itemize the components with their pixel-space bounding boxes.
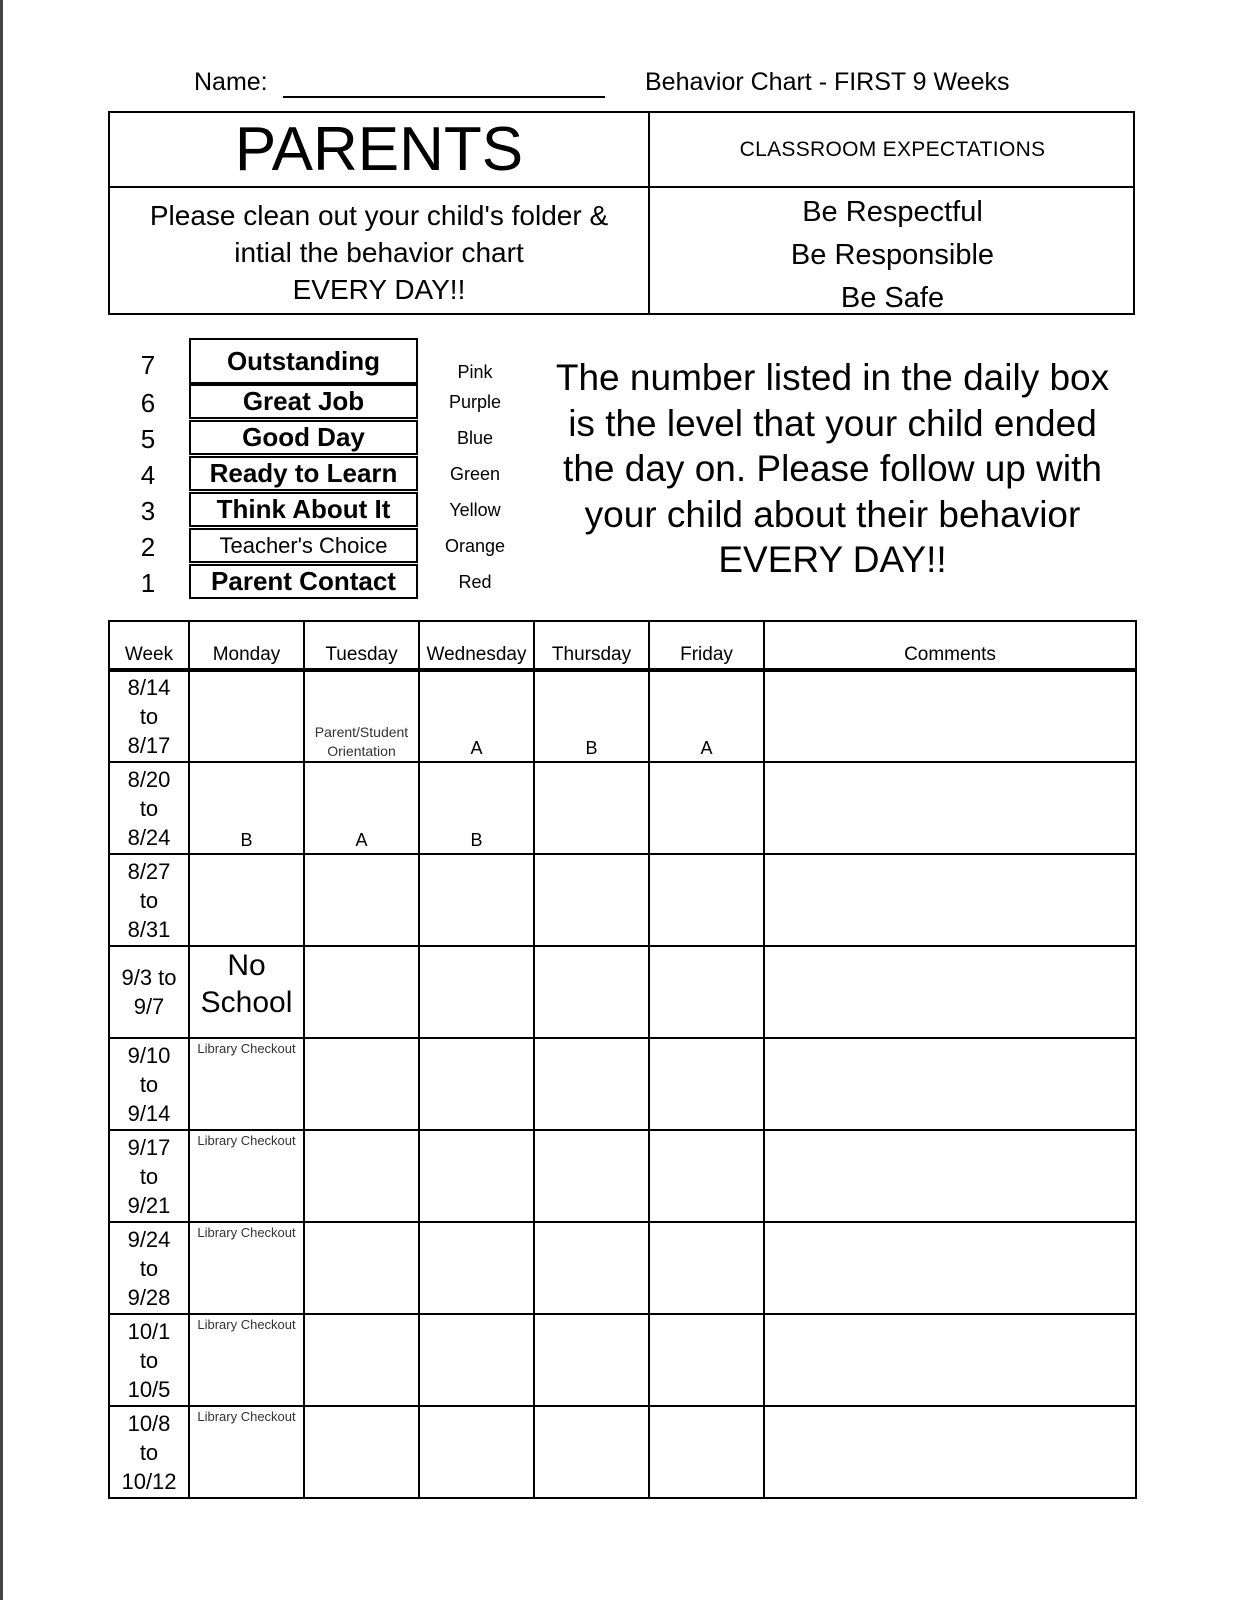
header-week: Week xyxy=(109,621,189,670)
library-note: Library Checkout xyxy=(197,1409,296,1424)
day-cell[interactable] xyxy=(534,1130,649,1222)
day-cell[interactable] xyxy=(649,1038,764,1130)
header-comments: Comments xyxy=(764,621,1136,670)
day-cell[interactable] xyxy=(304,1314,419,1406)
day-cell[interactable] xyxy=(534,1038,649,1130)
comments-cell[interactable] xyxy=(764,946,1136,1038)
day-cell[interactable] xyxy=(649,1222,764,1314)
day-cell[interactable] xyxy=(419,946,534,1038)
day-cell[interactable] xyxy=(304,946,419,1038)
library-note: Library Checkout xyxy=(197,1041,296,1056)
header-wednesday: Wednesday xyxy=(419,621,534,670)
day-cell[interactable] xyxy=(649,854,764,946)
week-line: 8/24 xyxy=(127,824,171,850)
day-cell[interactable] xyxy=(304,1038,419,1130)
level-number: 3 xyxy=(140,496,156,526)
day-cell[interactable] xyxy=(534,946,649,1038)
day-cell[interactable] xyxy=(304,1406,419,1498)
week-line: 9/17 xyxy=(127,1134,171,1160)
day-cell[interactable] xyxy=(419,1222,534,1314)
behavior-mark: A xyxy=(470,738,483,758)
day-cell[interactable] xyxy=(189,1406,304,1498)
week-line: 10/12 xyxy=(121,1468,177,1494)
parent-notice xyxy=(525,355,1140,583)
week-line: to xyxy=(139,887,159,913)
week-line: 10/1 xyxy=(127,1318,171,1344)
level-row xyxy=(120,420,540,455)
week-cell xyxy=(109,1406,189,1498)
day-cell[interactable] xyxy=(419,1314,534,1406)
name-field-line[interactable] xyxy=(283,96,605,98)
level-name: Outstanding xyxy=(189,338,418,384)
level-name: Good Day xyxy=(189,420,418,455)
day-cell[interactable] xyxy=(189,670,304,762)
day-cell[interactable] xyxy=(304,1130,419,1222)
day-cell[interactable] xyxy=(649,1406,764,1498)
level-name: Teacher's Choice xyxy=(189,528,418,563)
week-line: 9/10 xyxy=(127,1042,171,1068)
page-edge xyxy=(0,0,3,1600)
week-line: to xyxy=(139,795,159,821)
cell-note: Orientation xyxy=(327,743,396,759)
library-note: Library Checkout xyxy=(197,1225,296,1240)
week-line: to xyxy=(139,704,159,729)
parents-instructions xyxy=(110,188,648,313)
day-cell[interactable] xyxy=(534,1222,649,1314)
notice-line: the day on. Please follow up with xyxy=(563,448,1102,489)
comments-cell[interactable] xyxy=(764,762,1136,854)
day-cell[interactable] xyxy=(189,1222,304,1314)
day-cell[interactable] xyxy=(189,1130,304,1222)
week-line: to xyxy=(139,1439,159,1465)
expectation-item: Be Safe xyxy=(840,282,945,314)
day-cell[interactable] xyxy=(649,946,764,1038)
level-name: Think About It xyxy=(189,492,418,527)
level-number: 6 xyxy=(140,388,156,418)
no-school-line: No xyxy=(227,949,266,982)
day-cell[interactable] xyxy=(419,762,534,854)
week-line: to xyxy=(139,1347,159,1373)
header-tuesday: Tuesday xyxy=(304,621,419,670)
week-line: 9/3 to xyxy=(121,965,177,990)
expectation-item: Be Responsible xyxy=(790,239,995,271)
day-cell[interactable] xyxy=(419,1038,534,1130)
day-cell[interactable] xyxy=(304,854,419,946)
day-cell[interactable] xyxy=(304,762,419,854)
week-line: 9/24 xyxy=(127,1226,171,1252)
day-cell[interactable] xyxy=(419,1130,534,1222)
level-number: 5 xyxy=(140,424,156,454)
day-cell[interactable] xyxy=(189,1314,304,1406)
notice-line: your child about their behavior xyxy=(584,493,1081,535)
week-cell xyxy=(109,1314,189,1406)
level-number: 2 xyxy=(140,532,156,562)
day-cell[interactable] xyxy=(649,1314,764,1406)
info-box xyxy=(108,111,1135,315)
parents-line: EVERY DAY!! xyxy=(292,274,466,305)
library-note: Library Checkout xyxy=(197,1133,296,1148)
day-cell[interactable] xyxy=(189,946,304,1038)
table-row xyxy=(109,1314,1136,1406)
table-row xyxy=(109,854,1136,946)
week-line: 8/31 xyxy=(127,916,171,942)
header-thursday: Thursday xyxy=(534,621,649,670)
comments-cell[interactable] xyxy=(764,1130,1136,1222)
week-line: to xyxy=(139,1163,159,1189)
table-row xyxy=(109,1406,1136,1498)
day-cell[interactable] xyxy=(304,670,419,762)
behavior-mark: B xyxy=(240,830,253,850)
level-name: Ready to Learn xyxy=(189,456,418,491)
day-cell[interactable] xyxy=(419,1406,534,1498)
header-monday: Monday xyxy=(189,621,304,670)
behavior-mark: B xyxy=(585,738,598,758)
day-cell[interactable] xyxy=(534,1406,649,1498)
level-row xyxy=(120,456,540,491)
level-number: 7 xyxy=(140,350,156,380)
table-header-row xyxy=(109,621,1136,670)
day-cell[interactable] xyxy=(534,670,649,762)
cell-note: Parent/Student xyxy=(314,724,409,740)
notice-line: The number listed in the daily box xyxy=(555,357,1110,398)
day-cell[interactable] xyxy=(649,670,764,762)
expectations-heading: CLASSROOM EXPECTATIONS xyxy=(739,137,1046,161)
level-color: Purple xyxy=(448,392,502,412)
level-color: Blue xyxy=(456,428,494,448)
level-name: Parent Contact xyxy=(189,564,418,599)
week-cell xyxy=(109,1222,189,1314)
week-line: 8/14 xyxy=(127,675,171,700)
day-cell[interactable] xyxy=(189,854,304,946)
week-line: 10/8 xyxy=(127,1410,171,1436)
comments-cell[interactable] xyxy=(764,1038,1136,1130)
notice-line: is the level that your child ended xyxy=(568,402,1097,444)
week-line: 9/28 xyxy=(127,1284,171,1310)
day-cell[interactable] xyxy=(534,1314,649,1406)
week-line: 9/7 xyxy=(133,994,165,1019)
day-cell[interactable] xyxy=(189,1038,304,1130)
notice-line: EVERY DAY!! xyxy=(718,539,947,580)
week-line: 10/5 xyxy=(127,1376,171,1402)
week-cell xyxy=(109,1130,189,1222)
level-color: Yellow xyxy=(449,500,501,520)
day-cell[interactable] xyxy=(649,1130,764,1222)
comments-cell[interactable] xyxy=(764,1222,1136,1314)
parents-line: intial the behavior chart xyxy=(234,237,524,268)
week-cell xyxy=(109,1038,189,1130)
behavior-mark: B xyxy=(470,830,483,850)
level-row xyxy=(120,384,540,419)
comments-cell[interactable] xyxy=(764,1314,1136,1406)
level-color: Green xyxy=(449,464,501,484)
parents-heading: PARENTS xyxy=(234,115,524,184)
day-cell[interactable] xyxy=(189,762,304,854)
week-cell xyxy=(109,854,189,946)
day-cell[interactable] xyxy=(419,854,534,946)
week-line: 8/27 xyxy=(127,858,171,884)
day-cell[interactable] xyxy=(649,762,764,854)
week-cell xyxy=(109,946,189,1038)
level-name: Great Job xyxy=(189,384,418,419)
week-cell xyxy=(109,670,189,762)
level-row xyxy=(120,528,540,563)
table-row xyxy=(109,1222,1136,1314)
level-row xyxy=(120,564,540,599)
parents-line: Please clean out your child's folder & xyxy=(149,200,609,231)
day-cell[interactable] xyxy=(534,854,649,946)
level-number: 4 xyxy=(140,460,156,490)
level-row xyxy=(120,492,540,527)
behavior-mark: A xyxy=(355,830,368,850)
header-friday: Friday xyxy=(649,621,764,670)
level-color: Orange xyxy=(444,536,506,556)
comments-cell[interactable] xyxy=(764,854,1136,946)
table-row xyxy=(109,762,1136,854)
table-row xyxy=(109,946,1136,1038)
week-line: 8/20 xyxy=(127,766,171,792)
week-cell xyxy=(109,762,189,854)
chart-title: Behavior Chart - FIRST 9 Weeks xyxy=(645,68,1010,96)
level-color: Pink xyxy=(457,362,493,382)
level-color: Red xyxy=(458,572,492,592)
table-row xyxy=(109,1038,1136,1130)
comments-cell[interactable] xyxy=(764,1406,1136,1498)
week-line: 9/21 xyxy=(127,1192,171,1218)
behavior-mark: A xyxy=(700,738,713,758)
name-label: Name: xyxy=(194,68,268,96)
no-school-line: School xyxy=(200,986,293,1019)
week-line: to xyxy=(139,1255,159,1281)
day-cell[interactable] xyxy=(304,1222,419,1314)
comments-cell[interactable] xyxy=(764,670,1136,762)
table-row xyxy=(109,670,1136,762)
expectation-item: Be Respectful xyxy=(802,196,983,228)
level-number: 1 xyxy=(140,568,156,598)
week-line: 9/14 xyxy=(127,1100,171,1126)
day-cell[interactable] xyxy=(419,670,534,762)
expectations-list xyxy=(650,188,1135,313)
library-note: Library Checkout xyxy=(197,1317,296,1332)
behavior-table xyxy=(108,620,1137,1499)
no-school-label xyxy=(190,947,303,1037)
level-row xyxy=(120,338,540,384)
week-line: 8/17 xyxy=(127,733,171,758)
day-cell[interactable] xyxy=(534,762,649,854)
table-row xyxy=(109,1130,1136,1222)
week-line: to xyxy=(139,1071,159,1097)
